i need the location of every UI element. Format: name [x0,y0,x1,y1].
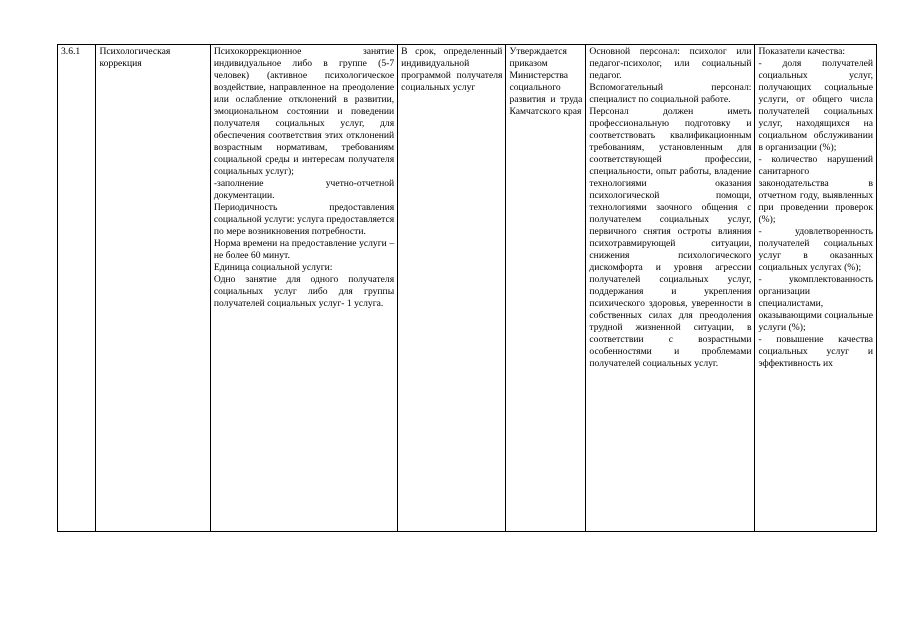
quality-paragraph: - количество нарушений санитарного законодательства в отчетном году, выявленных при проведении проверок (%); [758,154,873,225]
services-table [57,44,877,532]
service-name: Психологическая коррекция [99,46,171,69]
quality-indicators-cell [755,45,877,532]
quality-paragraph: - доля получателей социальных услуг, получающих социальные услуги, от общего числа получателей социальных услуг, находящихся на социальном обслуживании в организации (%); [758,58,873,153]
description-paragraph: Единица социальной услуги: [213,262,333,273]
staff-paragraph: Персонал должен иметь профессиональную подготовку и соответствовать квалификационным требованиям, установленным для соответствующей профессии, специальности, опыт работы, владение технологиями оказания психологической помощи, технологиями заочного общения с получателем социальных услуг, первичного снятия остроты влияния психотравмирующей ситуации, снижения психологического дискомфорта и уровня агрессии получателей социальных услуг, поддержания и укрепления психического здоровья, уверенности в собственных силах для преодоления трудной жизненной ситуации, в соответствии с возрастными особенностями и проблемами получателей социальных услуг. [589,106,752,369]
service-description-cell [210,45,397,532]
staff-paragraph: Основной персонал: психолог или педагог-психолог, или социальный педагог. [589,46,752,81]
quality-paragraph: - укомплектованность организации специалистами, оказывающими социальные услуги (%); [758,274,873,333]
description-paragraph: Психокоррекционное занятие индивидуальное либо в группе (5-7 человек) (активное психологическое воздействие, направленное на преодоление или ослабление отклонений в развитии, эмоциональном состоянии и поведении получателя социальных услуг, для обеспечения соответствия этих отклонений возрастным нормативам, требованиям социальной среды и интересам получателя социальных услуг); [213,46,395,177]
tariff-basis: Утверждается приказом Министерства социального развития и труда Камчатского края [509,46,583,117]
quality-paragraph: - повышение качества социальных услуг и эффективность их [758,334,873,369]
service-term: В срок, определенный индивидуальной программой получателя социальных услуг [401,46,503,93]
description-paragraph: -заполнение учетно-отчетной документации. [213,178,395,201]
description-paragraph: Норма времени на предоставление услуги – не более 60 минут. [213,238,395,261]
row-number: 3.6.1 [61,46,81,57]
row-number-cell [58,45,96,532]
description-paragraph: Одно занятие для одного получателя социальных услуг либо для группы получателей социальных услуг- 1 услуга. [213,274,395,309]
tariff-basis-cell [506,45,586,532]
service-term-cell [398,45,506,532]
quality-paragraph: Показатели качества: [758,46,846,57]
staff-requirements-cell [586,45,755,532]
service-name-cell [96,45,210,532]
description-paragraph: Периодичность предоставления социальной услуги: услуга предоставляется по мере возникновения потребности. [213,202,395,237]
table-row [58,45,877,532]
staff-paragraph: Вспомогательный персонал: специалист по социальной работе. [589,82,752,105]
quality-paragraph: - удовлетворенность получателей социальных услуг в оказанных социальных услугах (%); [758,226,873,273]
